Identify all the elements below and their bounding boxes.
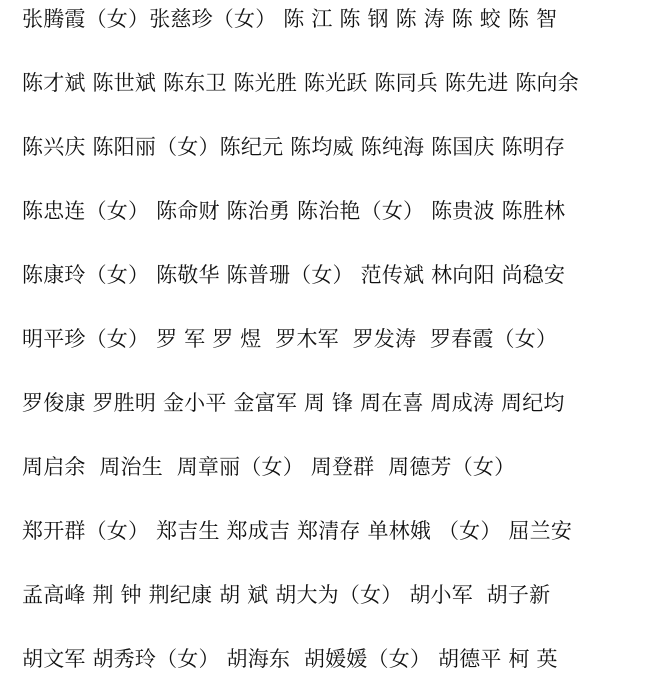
name-line-4: 陈忠连（女） 陈命财 陈治勇 陈治艳（女） 陈贵波 陈胜林 <box>22 199 566 223</box>
name-line-6: 明平珍（女） 罗 军 罗 煜 罗木军 罗发涛 罗春霞（女） <box>22 327 558 351</box>
name-line-1: 张腾霞（女）张慈珍（女） 陈 江 陈 钢 陈 涛 陈 蛟 陈 智 <box>22 7 558 31</box>
name-line-11: 胡文军 胡秀玲（女） 胡海东 胡媛媛（女） 胡德平 柯 英 <box>22 647 558 671</box>
name-line-3: 陈兴庆 陈阳丽（女）陈纪元 陈均威 陈纯海 陈国庆 陈明存 <box>22 135 566 159</box>
name-line-5: 陈康玲（女） 陈敬华 陈普珊（女） 范传斌 林向阳 尚稳安 <box>22 263 566 287</box>
name-line-8: 周启余 周治生 周章丽（女） 周登群 周德芳（女） <box>22 455 516 479</box>
name-line-10: 孟高峰 荆 钟 荆纪康 胡 斌 胡大为（女） 胡小军 胡子新 <box>22 583 551 607</box>
name-line-9: 郑开群（女） 郑吉生 郑成吉 郑清存 单林娥 （女） 屈兰安 <box>22 519 573 543</box>
name-line-7: 罗俊康 罗胜明 金小平 金富军 周 锋 周在喜 周成涛 周纪均 <box>22 391 565 415</box>
name-line-2: 陈才斌 陈世斌 陈东卫 陈光胜 陈光跃 陈同兵 陈先进 陈向余 <box>22 71 579 95</box>
